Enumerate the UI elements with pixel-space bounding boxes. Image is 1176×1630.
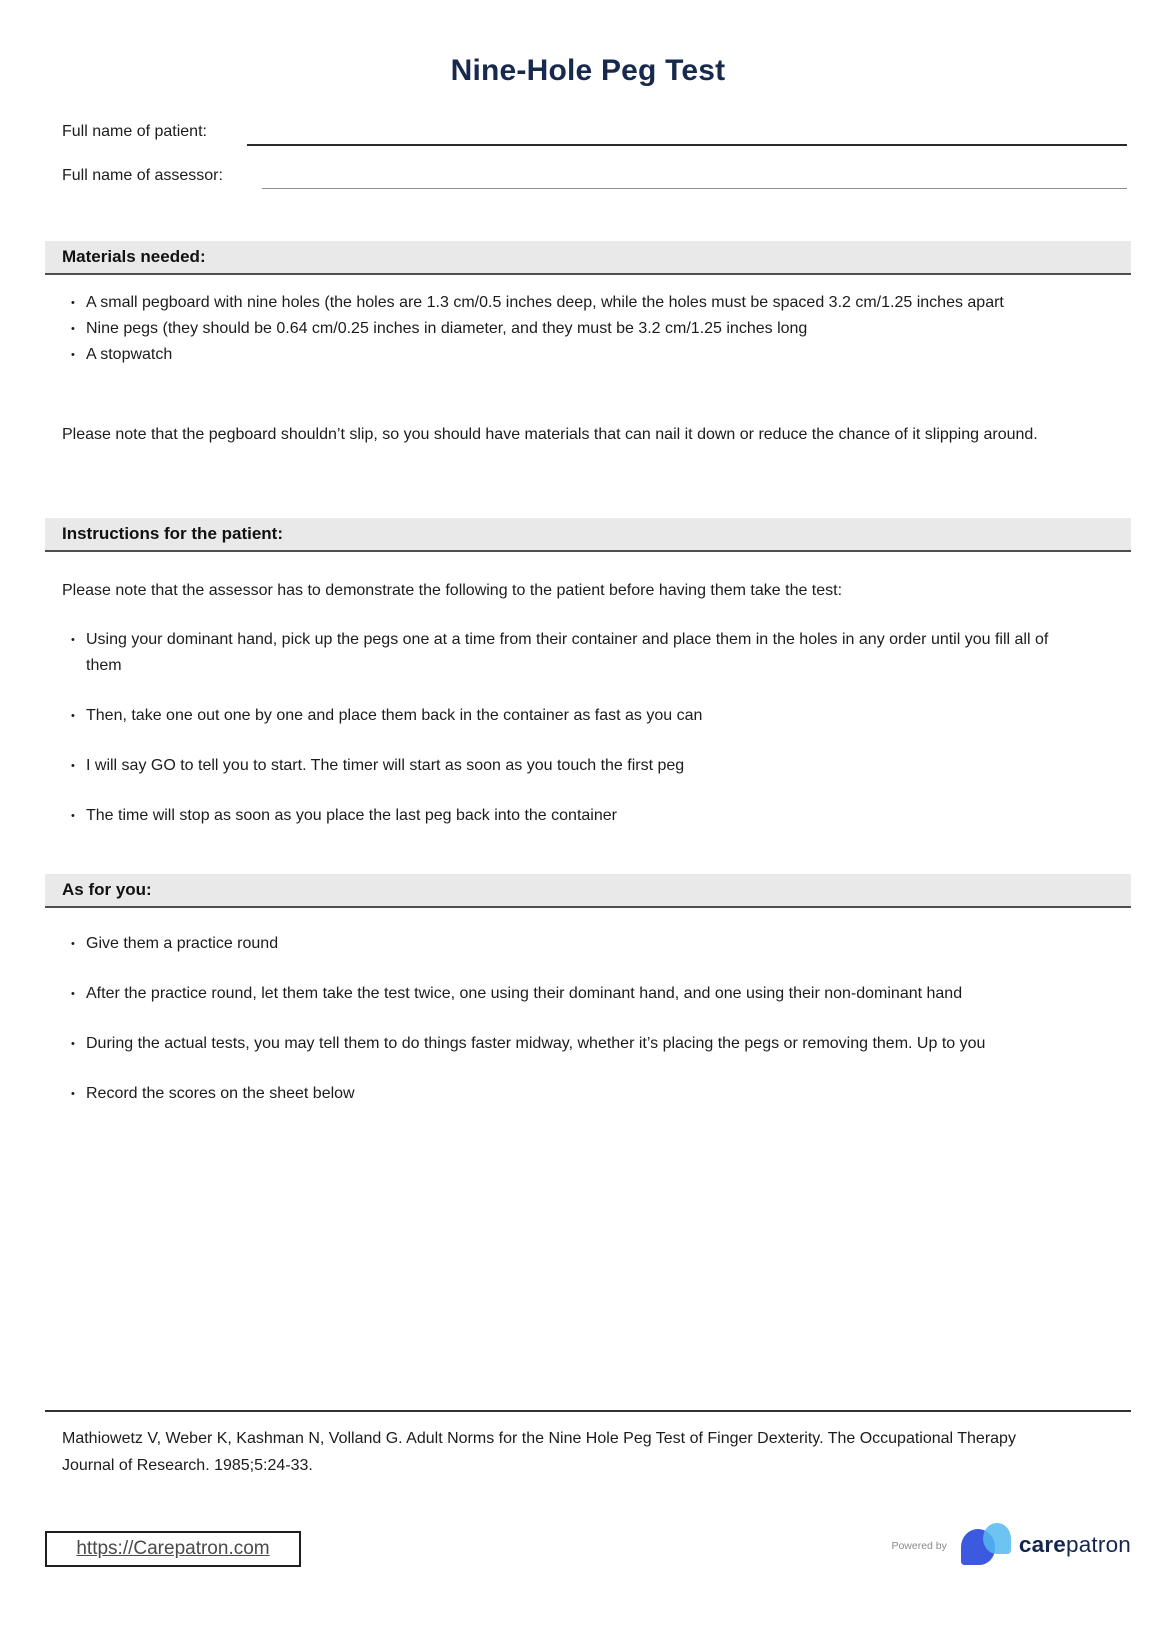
list-item: • Nine pegs (they should be 0.64 cm/0.25 inches in diameter, and they must be 3.2 cm/1.25 inches long bbox=[62, 316, 1067, 342]
instructions-list bbox=[62, 627, 1067, 829]
footer-divider bbox=[45, 1410, 1131, 1412]
carepatron-wordmark bbox=[1019, 1532, 1131, 1558]
instructions-intro: Please note that the assessor has to demonstrate the following to the patient before having them take the test: bbox=[62, 582, 843, 599]
page-title: Nine-Hole Peg Test bbox=[450, 54, 726, 87]
section-heading-assessor-tasks: As for you: bbox=[62, 880, 152, 899]
section-header-materials bbox=[45, 241, 1131, 275]
wordmark-patron: patron bbox=[1066, 1532, 1131, 1557]
assessor-name-label: Full name of assessor: bbox=[62, 167, 223, 184]
assessor-name-row bbox=[62, 167, 223, 185]
patient-name-input[interactable] bbox=[247, 144, 1127, 146]
list-item: • A small pegboard with nine holes (the holes are 1.3 cm/0.5 inches deep, while the holes must be spaced 3.2 cm/1.25 inches apart bbox=[62, 290, 1067, 316]
materials-list bbox=[62, 290, 1067, 368]
patient-name-row bbox=[62, 123, 207, 141]
list-item: • The time will stop as soon as you place the last peg back into the container bbox=[62, 803, 1067, 829]
reference-citation: Mathiowetz V, Weber K, Kashman N, Volland G. Adult Norms for the Nine Hole Peg Test of Finger Dexterity. The Occupational Therapy Journal of Research. 1985;5:24-33. bbox=[62, 1430, 1016, 1474]
carepatron-url-box bbox=[45, 1531, 301, 1567]
patient-name-label: Full name of patient: bbox=[62, 123, 207, 140]
section-header-assessor-tasks bbox=[45, 874, 1131, 908]
assessor-tasks-list bbox=[62, 931, 1067, 1107]
logo-light-drop-icon bbox=[983, 1523, 1011, 1554]
list-item: • A stopwatch bbox=[62, 342, 1067, 368]
wordmark-care: care bbox=[1018, 1532, 1066, 1557]
list-item: • Record the scores on the sheet below bbox=[62, 1081, 1067, 1107]
materials-note: Please note that the pegboard shouldn’t slip, so you should have materials that can nail it down or reduce the chance of it slipping around. bbox=[62, 426, 1038, 443]
section-heading-instructions: Instructions for the patient: bbox=[62, 524, 283, 543]
list-item: • Using your dominant hand, pick up the pegs one at a time from their container and place them in the holes in any order until you fill all of them bbox=[62, 627, 1067, 679]
carepatron-link[interactable]: https://Carepatron.com bbox=[76, 1538, 270, 1559]
powered-by-block bbox=[891, 1518, 1131, 1570]
list-item: • I will say GO to tell you to start. The timer will start as soon as you touch the first peg bbox=[62, 753, 1067, 779]
powered-by-label: Powered by bbox=[891, 1540, 947, 1552]
assessor-name-input[interactable] bbox=[262, 188, 1127, 189]
list-item: • Give them a practice round bbox=[62, 931, 1067, 957]
list-item: • During the actual tests, you may tell them to do things faster midway, whether it’s placing the pegs or removing them. Up to you bbox=[62, 1031, 1067, 1057]
carepatron-logo-icon bbox=[961, 1521, 1011, 1567]
list-item: • After the practice round, let them take the test twice, one using their dominant hand, and one using their non-dominant hand bbox=[62, 981, 1067, 1007]
section-heading-materials: Materials needed: bbox=[62, 247, 206, 266]
section-header-instructions bbox=[45, 518, 1131, 552]
list-item: • Then, take one out one by one and place them back in the container as fast as you can bbox=[62, 703, 1067, 729]
